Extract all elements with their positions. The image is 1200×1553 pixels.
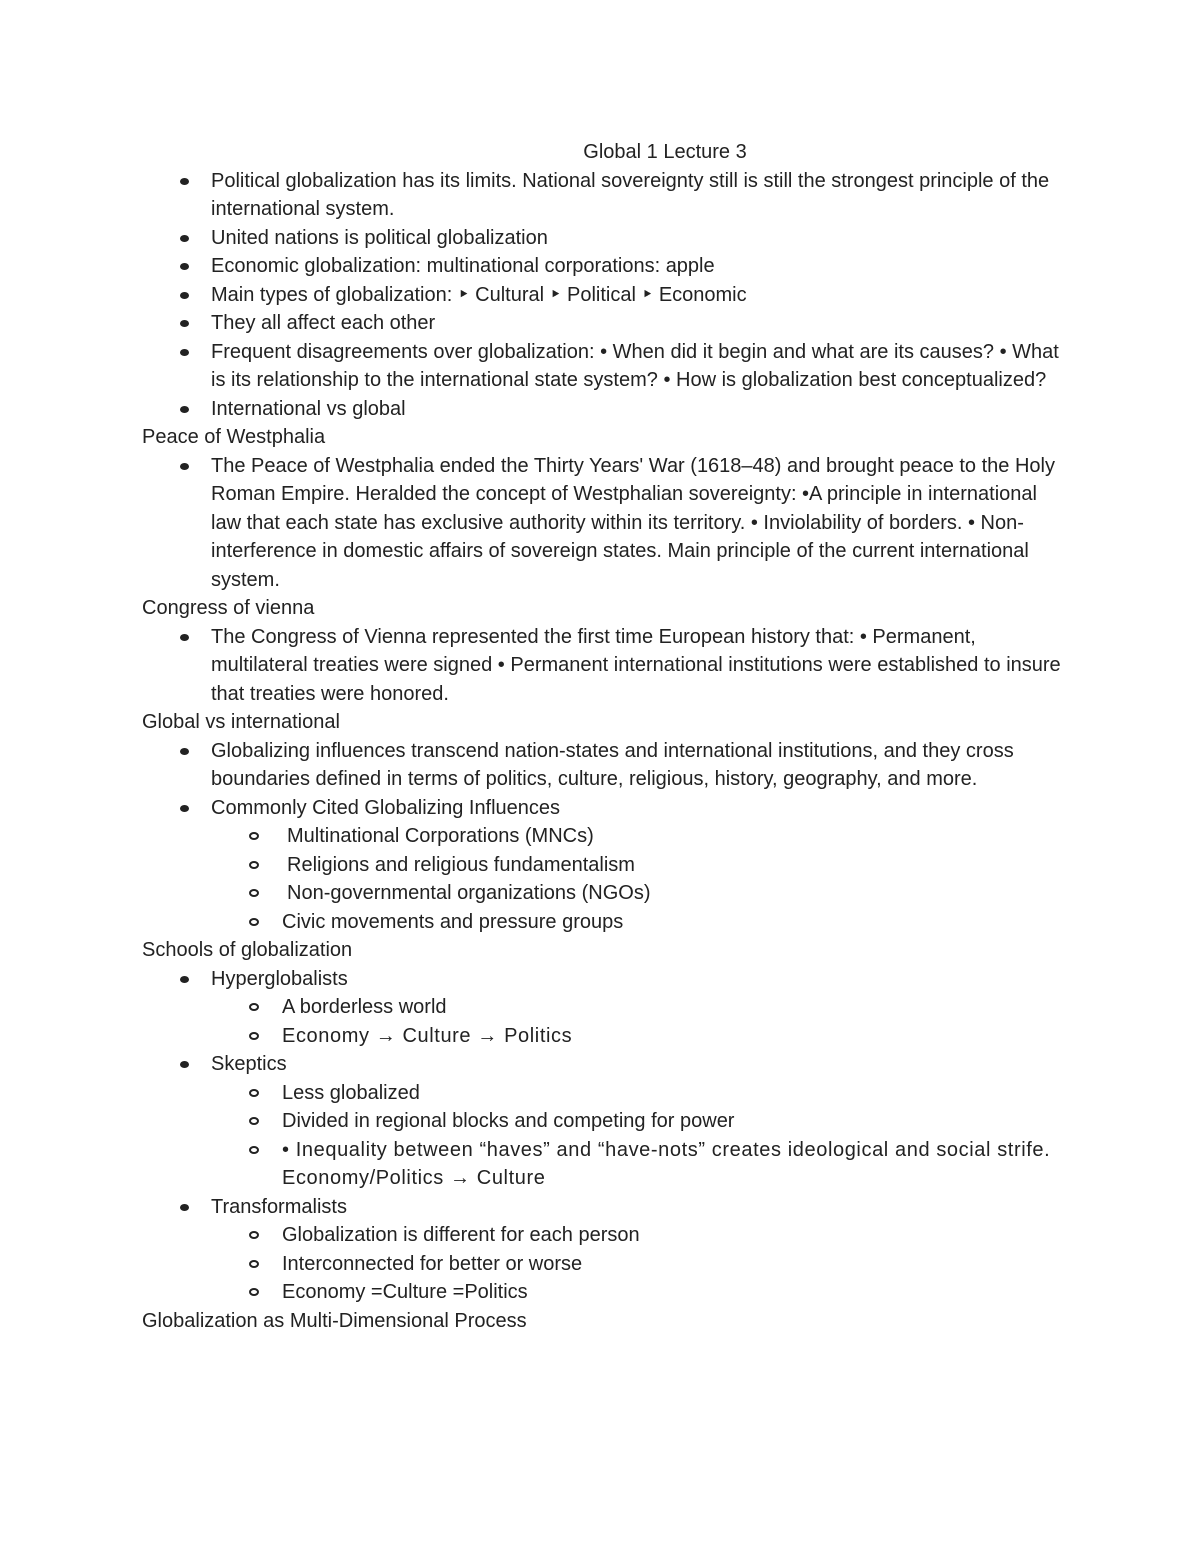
sublist-item: Globalization is different for each person [142, 1221, 1072, 1250]
list-item: The Peace of Westphalia ended the Thirty Years' War (1618–48) and brought peace to the Holy Roman Empire. Heralded the concept of Westphalian sovereignty: •A principle in international law that each state has exclusive authority within its territory. • Inviolability of borders. • Non-interference in domestic affairs of sovereign states. Main principle of the current international system. [142, 452, 1072, 595]
sublist-item: Economy =Culture =Politics [142, 1278, 1072, 1307]
section-heading-westphalia: Peace of Westphalia [142, 426, 326, 448]
list-item: Globalizing influences transcend nation-states and international institutions, and they cross boundaries defined in terms of politics, culture, religious, history, geography, and more. [142, 737, 1072, 794]
list-item: Main types of globalization: ‣ Cultural ‣ Political ‣ Economic [142, 281, 1072, 310]
hyperglobalists-sublist [142, 993, 1072, 1050]
list-item-label: Commonly Cited Globalizing Influences [211, 796, 561, 819]
list-item: They all affect each other [142, 309, 1072, 338]
sublist-item-text: Non-governmental organizations (NGOs) [287, 882, 651, 904]
section-heading-multidimensional: Globalization as Multi-Dimensional Process [142, 1309, 527, 1332]
schools-list [142, 965, 1072, 1307]
intro-bullet-list [142, 167, 1072, 424]
section-heading-schools: Schools of globalization [142, 939, 353, 961]
list-item-label: Transformalists [211, 1195, 347, 1218]
sublist-item [142, 851, 1072, 880]
sublist-item: Less globalized [142, 1079, 1072, 1108]
list-item [142, 794, 1072, 937]
list-item [142, 1050, 1072, 1193]
list-item: United nations is political globalization [142, 224, 1072, 253]
document-title: Global 1 Lecture 3 [583, 141, 747, 163]
vienna-list [142, 623, 1072, 709]
sublist-item-text: Multinational Corporations (MNCs) [287, 825, 594, 847]
sublist-item: A borderless world [142, 993, 1072, 1022]
transformalists-sublist [142, 1221, 1072, 1307]
list-item: The Congress of Vienna represented the first time European history that: • Permanent, multilateral treaties were signed • Permanent international institutions were established to insure that treaties were honored. [142, 623, 1072, 709]
sublist-item-text: Religions and religious fundamentalism [287, 853, 635, 876]
sublist-item: Economy → Culture → Politics [142, 1022, 1072, 1051]
influences-sublist [142, 822, 1072, 936]
sublist-item [142, 908, 1072, 937]
section-heading-vienna: Congress of vienna [142, 597, 315, 619]
skeptics-sublist [142, 1079, 1072, 1193]
section-heading-global-vs-international: Global vs international [142, 711, 340, 733]
list-item: Economic globalization: multinational corporations: apple [142, 252, 1072, 281]
sublist-item [142, 879, 1072, 908]
list-item-label: Skeptics [211, 1053, 287, 1075]
list-item: Political globalization has its limits. National sovereignty still is still the strongest principle of the international system. [142, 167, 1072, 224]
global-vs-list [142, 737, 1072, 937]
list-item: International vs global [142, 395, 1072, 424]
sublist-item-text: Civic movements and pressure groups [282, 910, 624, 933]
sublist-item [142, 822, 1072, 851]
document-body [142, 138, 1072, 1335]
westphalia-list [142, 452, 1072, 595]
sublist-item: • Inequality between “haves” and “have-nots” creates ideological and social strife. Economy/Politics → Culture [142, 1136, 1072, 1193]
sublist-item: Divided in regional blocks and competing for power [142, 1107, 1072, 1136]
list-item: Frequent disagreements over globalization: • When did it begin and what are its causes? • What is its relationship to the international state system? • How is globalization best conceptualized? [142, 338, 1072, 395]
list-item-label: Hyperglobalists [211, 967, 348, 990]
sublist-item: Interconnected for better or worse [142, 1250, 1072, 1279]
list-item [142, 965, 1072, 1051]
list-item [142, 1193, 1072, 1307]
